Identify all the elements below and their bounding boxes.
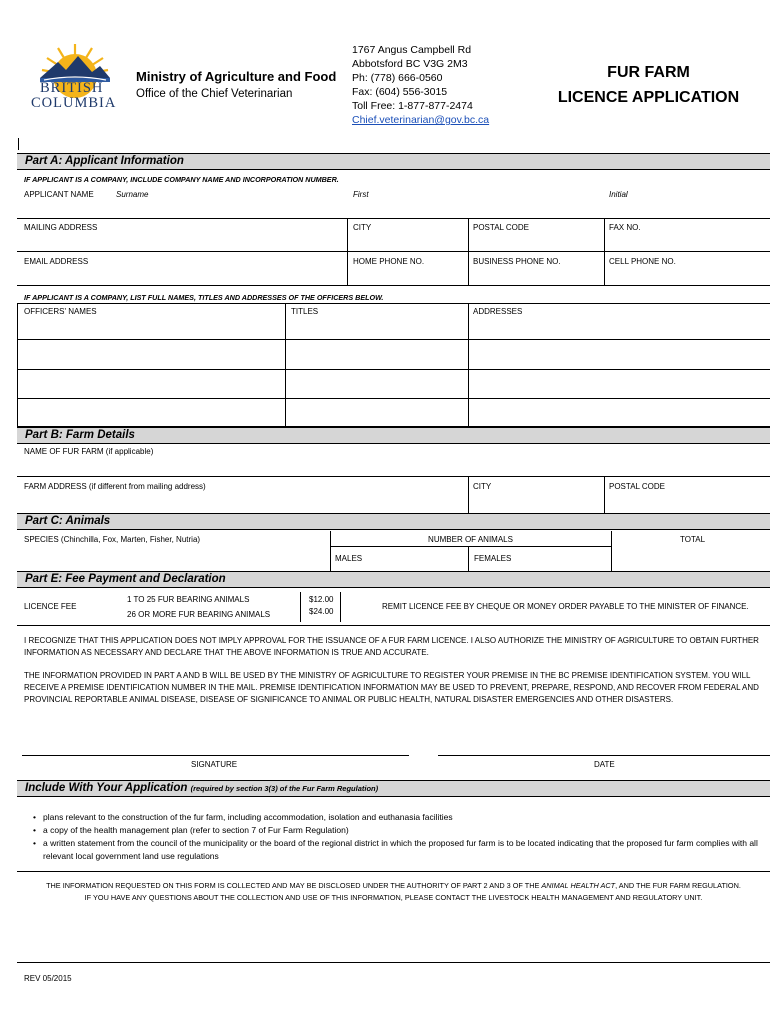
fee-tier-2-amount: $24.00 bbox=[309, 607, 334, 616]
divider bbox=[604, 218, 605, 285]
include-item-2: a copy of the health management plan (refer to section 7 of Fur Farm Regulation) bbox=[43, 825, 349, 835]
animal-health-act: ANIMAL HEALTH ACT bbox=[541, 881, 616, 890]
include-heading-title: Include With Your Application bbox=[25, 782, 188, 794]
privacy-notice-line-2: IF YOU HAVE ANY QUESTIONS ABOUT THE COLLECTION AND USE OF THIS INFORMATION, PLEASE CONTACT THE LIVESTOCK HEALTH MANAGEMENT AND REGULATORY UNIT. bbox=[84, 893, 703, 902]
first-label: First bbox=[353, 190, 369, 199]
signature-field[interactable] bbox=[22, 732, 407, 754]
officer-name-field[interactable] bbox=[19, 371, 283, 396]
fax-label: FAX NO. bbox=[609, 223, 641, 232]
divider bbox=[17, 251, 770, 252]
fax-line: Fax: (604) 556-3015 bbox=[352, 86, 448, 98]
fee-tier-1-label: 1 TO 25 FUR BEARING ANIMALS bbox=[127, 595, 250, 604]
ministry-name: Ministry of Agriculture and Food bbox=[136, 69, 337, 84]
divider bbox=[17, 625, 770, 626]
email-address-label: EMAIL ADDRESS bbox=[24, 257, 89, 266]
divider bbox=[17, 962, 770, 963]
part-a-note-officers: IF APPLICANT IS A COMPANY, LIST FULL NAMES, TITLES AND ADDRESSES OF THE OFFICERS BELOW. bbox=[24, 293, 384, 302]
species-field[interactable] bbox=[22, 548, 327, 568]
divider bbox=[604, 476, 605, 513]
officer-address-field[interactable] bbox=[470, 400, 768, 424]
logo-text-columbia: COLUMBIA bbox=[31, 95, 117, 111]
divider bbox=[17, 871, 770, 872]
cell-phone-label: CELL PHONE NO. bbox=[609, 257, 676, 266]
divider bbox=[285, 303, 286, 426]
include-item-3: a written statement from the council of the municipality or the board of the regional district in which the proposed fur farm is to be located indicating that the proposed fur farm complies with all relevant local government land use regulations bbox=[43, 838, 758, 861]
declaration-paragraph: I RECOGNIZE THAT THIS APPLICATION DOES NOT IMPLY APPROVAL FOR THE ISSUANCE OF A FUR FARM LICENCE. I ALSO AUTHORIZE THE MINISTRY OF AGRICULTURE TO OBTAIN FURTHER INFORMATION AS NECESSARY AND DECLARE THAT THE ABOVE INFORMATION IS TRUE AND ACCURATE. bbox=[24, 636, 759, 657]
officer-title-field[interactable] bbox=[287, 400, 466, 424]
divider bbox=[611, 531, 612, 571]
divider bbox=[340, 592, 341, 622]
farm-postal-code-label: POSTAL CODE bbox=[609, 482, 666, 491]
include-heading-note: (required by section 3(3) of the Fur Farm Regulation) bbox=[190, 784, 379, 793]
email-link-wrap bbox=[352, 113, 489, 127]
part-a-note-company: IF APPLICANT IS A COMPANY, INCLUDE COMPANY NAME AND INCORPORATION NUMBER. bbox=[24, 175, 339, 184]
licence-fee-label: LICENCE FEE bbox=[24, 602, 77, 611]
signature-line bbox=[22, 755, 409, 756]
divider bbox=[300, 592, 301, 622]
surname-label: Surname bbox=[116, 190, 149, 199]
farm-city-label: CITY bbox=[473, 482, 492, 491]
officer-name-field[interactable] bbox=[19, 400, 283, 424]
applicant-name-field[interactable] bbox=[22, 200, 767, 216]
business-phone-field[interactable] bbox=[471, 267, 604, 283]
titles-label: TITLES bbox=[291, 307, 319, 316]
divider bbox=[330, 531, 331, 571]
divider bbox=[468, 546, 469, 571]
remit-instructions: REMIT LICENCE FEE BY CHEQUE OR MONEY ORDER PAYABLE TO THE MINISTER OF FINANCE. bbox=[382, 602, 749, 611]
farm-address-label: FARM ADDRESS (if different from mailing address) bbox=[24, 482, 206, 491]
farm-postal-code-field[interactable] bbox=[607, 493, 767, 511]
address-line-2: Abbotsford BC V3G 2M3 bbox=[352, 58, 468, 70]
logo-text-british: BRITISH bbox=[40, 80, 104, 96]
mailing-address-label: MAILING ADDRESS bbox=[24, 223, 98, 232]
farm-name-label: NAME OF FUR FARM (if applicable) bbox=[24, 447, 154, 456]
fee-tier-1-amount: $12.00 bbox=[309, 595, 334, 604]
date-field[interactable] bbox=[440, 732, 767, 754]
officer-name-field[interactable] bbox=[19, 341, 283, 367]
part-a-heading: Part A: Applicant Information bbox=[17, 153, 770, 170]
farm-city-field[interactable] bbox=[471, 493, 604, 511]
farm-address-field[interactable] bbox=[22, 493, 465, 511]
part-e-heading: Part E: Fee Payment and Declaration bbox=[17, 571, 770, 588]
email-address-field[interactable] bbox=[22, 267, 347, 283]
divider bbox=[347, 218, 348, 285]
species-label: SPECIES (Chinchilla, Fox, Marten, Fisher, Nutria) bbox=[24, 535, 201, 544]
office-name: Office of the Chief Veterinarian bbox=[136, 88, 293, 100]
divider bbox=[17, 303, 770, 304]
mailing-address-field[interactable] bbox=[22, 233, 347, 249]
include-heading bbox=[17, 780, 770, 797]
officer-address-field[interactable] bbox=[470, 341, 768, 367]
officer-address-field[interactable] bbox=[470, 371, 768, 396]
total-field[interactable] bbox=[614, 548, 767, 568]
postal-code-label: POSTAL CODE bbox=[473, 223, 530, 232]
postal-code-field[interactable] bbox=[471, 233, 604, 249]
part-c-heading: Part C: Animals bbox=[17, 513, 770, 530]
bullet-icon: • bbox=[33, 812, 36, 822]
fax-field[interactable] bbox=[607, 233, 767, 249]
city-field[interactable] bbox=[350, 233, 468, 249]
divider bbox=[17, 476, 770, 477]
number-of-animals-label: NUMBER OF ANIMALS bbox=[428, 535, 513, 544]
header-divider-mark bbox=[18, 138, 19, 150]
divider bbox=[17, 303, 18, 426]
privacy-text-c: , AND THE FUR FARM REGULATION. bbox=[615, 881, 741, 890]
address-line-1: 1767 Angus Campbell Rd bbox=[352, 44, 472, 56]
form-title-line-2: LICENCE APPLICATION bbox=[557, 89, 740, 106]
divider bbox=[468, 218, 469, 285]
phone-line: Ph: (778) 666-0560 bbox=[352, 72, 443, 84]
include-item-1: plans relevant to the construction of the fur farm, including accommodation, isolation and euthanasia facilities bbox=[43, 812, 453, 822]
premise-id-paragraph: THE INFORMATION PROVIDED IN PART A AND B WILL BE USED BY THE MINISTRY OF AGRICULTURE TO REGISTER YOUR PREMISE IN THE BC PREMISE IDENTIFICATION SYSTEM. YOU WILL RECEIVE A PREMISE IDENTIFICATION NUMBER IN THE MAIL. PREMISE IDENTIFICATION INFORMATION MAY BE USED TO PREVENT, PREPARE, RESPOND, AND RECOVER FROM FEDERAL AND PROVINCIAL REPORTABLE ANIMAL DISEASE, DISEASE OF SIGNIFICANCE TO ANIMAL OR PUBLIC HEALTH, NATURAL DISASTER EMERGENCIES AND OTHER DISASTERS. bbox=[24, 671, 759, 704]
signature-label: SIGNATURE bbox=[191, 760, 238, 769]
divider bbox=[17, 369, 770, 370]
fee-tier-2-label: 26 OR MORE FUR BEARING ANIMALS bbox=[127, 610, 271, 619]
officers-names-label: OFFICERS' NAMES bbox=[24, 307, 97, 316]
bullet-icon: • bbox=[33, 825, 36, 835]
applicant-name-label: APPLICANT NAME bbox=[24, 190, 94, 199]
date-label: DATE bbox=[594, 760, 615, 769]
privacy-notice-line-1 bbox=[17, 880, 770, 892]
form-title-line-1: FUR FARM bbox=[607, 64, 690, 81]
business-phone-label: BUSINESS PHONE NO. bbox=[473, 257, 561, 266]
divider bbox=[17, 398, 770, 399]
officer-title-field[interactable] bbox=[287, 341, 466, 367]
divider bbox=[330, 546, 611, 547]
divider bbox=[17, 218, 770, 219]
addresses-label: ADDRESSES bbox=[473, 307, 523, 316]
farm-name-field[interactable] bbox=[22, 458, 767, 474]
toll-free-line: Toll Free: 1-877-877-2474 bbox=[352, 100, 473, 112]
date-line bbox=[438, 755, 770, 756]
divider bbox=[468, 303, 469, 426]
divider bbox=[17, 339, 770, 340]
divider bbox=[468, 476, 469, 513]
initial-label: Initial bbox=[609, 190, 628, 199]
officer-title-field[interactable] bbox=[287, 371, 466, 396]
females-label: FEMALES bbox=[474, 554, 512, 563]
revision-label: REV 05/2015 bbox=[24, 974, 72, 983]
email-link[interactable]: Chief.veterinarian@gov.bc.ca bbox=[352, 114, 490, 126]
home-phone-field[interactable] bbox=[350, 267, 468, 283]
total-label: TOTAL bbox=[680, 535, 706, 544]
city-label: CITY bbox=[353, 223, 372, 232]
bullet-icon: • bbox=[33, 838, 36, 848]
privacy-text-a: THE INFORMATION REQUESTED ON THIS FORM IS COLLECTED AND MAY BE DISCLOSED UNDER THE AUTHORITY OF PART 2 AND 3 OF THE bbox=[46, 881, 542, 890]
cell-phone-field[interactable] bbox=[607, 267, 767, 283]
divider bbox=[17, 285, 770, 286]
part-b-heading: Part B: Farm Details bbox=[17, 427, 770, 444]
home-phone-label: HOME PHONE NO. bbox=[353, 257, 425, 266]
males-label: MALES bbox=[335, 554, 363, 563]
